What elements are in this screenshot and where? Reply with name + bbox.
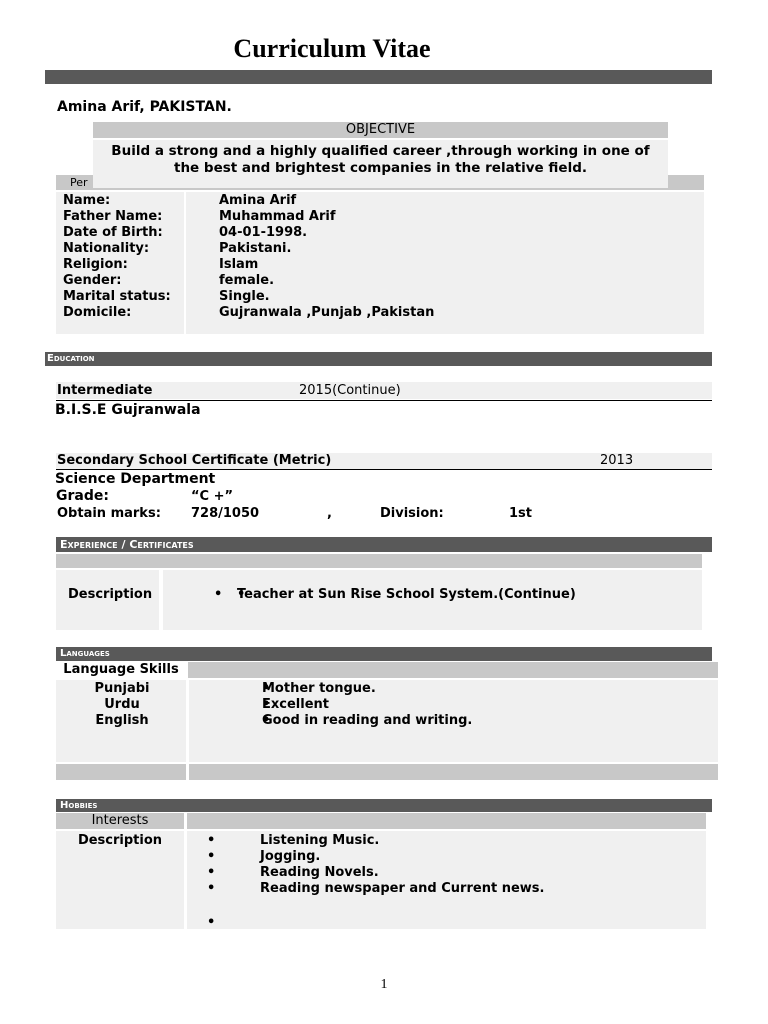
list-item [237, 587, 576, 603]
language-level: Excellent [262, 697, 329, 712]
bullet-icon: • [207, 881, 216, 896]
marks-comma: , [327, 506, 332, 521]
personal-label: Religion: [63, 257, 128, 272]
personal-value: Pakistani. [219, 241, 292, 256]
language-name: English [95, 713, 149, 728]
language-level: Good in reading and writing. [262, 713, 473, 728]
personal-value: Islam [219, 257, 259, 272]
personal-labels [63, 193, 171, 321]
languages-footer-left [56, 764, 186, 780]
division-label: Division: [380, 506, 444, 521]
experience-divider [159, 570, 163, 630]
ssc-underline [56, 469, 712, 470]
languages-footer-right [189, 764, 718, 780]
personal-value: Single. [219, 289, 270, 304]
personal-label: Domicile: [63, 305, 132, 320]
personal-divider [184, 192, 186, 334]
experience-list [237, 587, 576, 603]
personal-value: 04-01-1998. [219, 225, 308, 240]
language-names [56, 681, 188, 729]
objective-heading: OBJECTIVE [93, 122, 668, 138]
bullet-icon: • [214, 587, 223, 602]
objective-text: Build a strong and a highly qualified career ,through working in one of the best and brightest companies in the relative field. [111, 143, 650, 176]
page-title: Curriculum Vitae [233, 34, 431, 63]
bullet-icon: • [207, 849, 216, 864]
personal-label: Father Name: [63, 209, 163, 224]
personal-label: Nationality: [63, 241, 150, 256]
hobbies-label: Description [77, 833, 163, 848]
name-line: Amina Arif, PAKISTAN. [57, 99, 232, 115]
hobbies-list [260, 833, 544, 897]
personal-label: Marital status: [63, 289, 171, 304]
personal-label: Date of Birth: [63, 225, 163, 240]
marks-label: Obtain marks: [57, 506, 161, 521]
intermediate-year: 2015(Continue) [299, 383, 401, 398]
languages-subbar [188, 662, 718, 678]
bullet-icon: • [207, 915, 216, 930]
ssc-department: Science Department [55, 471, 216, 487]
hobbies-subbar [187, 813, 706, 829]
list-item [244, 713, 472, 729]
personal-value: Gujranwala ,Punjab ,Pakistan [219, 305, 435, 320]
language-name: Urdu [104, 697, 140, 712]
experience-subbar [56, 554, 702, 568]
marks-value: 728/1050 [191, 506, 260, 521]
languages-heading: Languages [56, 647, 712, 661]
hobbies-divider [184, 831, 187, 929]
grade-label: Grade: [56, 488, 109, 504]
language-name: Punjabi [94, 681, 150, 696]
personal-value: female. [219, 273, 275, 288]
personal-value: Amina Arif [219, 193, 297, 208]
intermediate-underline [56, 400, 712, 401]
language-levels [244, 681, 472, 729]
language-level: Mother tongue. [262, 681, 376, 696]
title-divider [45, 70, 712, 84]
personal-label: Gender: [63, 273, 122, 288]
intermediate-label: Intermediate [57, 383, 153, 398]
page-number: 1 [380, 977, 388, 992]
experience-item: Teacher at Sun Rise School System.(Continue) [237, 587, 576, 602]
grade-value: “C +” [191, 489, 234, 504]
list-item [244, 681, 472, 697]
languages-subheading: Language Skills [63, 662, 179, 677]
hobby-item: Listening Music. [260, 833, 380, 848]
list-item [244, 697, 472, 713]
division-value: 1st [509, 506, 532, 521]
personal-label: Name: [63, 193, 111, 208]
hobby-item: Reading Novels. [260, 865, 379, 880]
objective-box [93, 140, 668, 188]
education-heading: Education [45, 352, 712, 366]
personal-value: Muhammad Arif [219, 209, 336, 224]
bullet-icon: • [207, 833, 216, 848]
experience-label: Description [68, 587, 153, 602]
hobby-item: Jogging. [260, 849, 321, 864]
bullet-icon: • [207, 865, 216, 880]
hobbies-bullets [207, 833, 215, 931]
hobbies-subheading: Interests [56, 813, 184, 829]
experience-heading: Experience / Certificates [56, 537, 712, 552]
personal-heading: Per [70, 176, 88, 189]
personal-values [219, 193, 434, 321]
intermediate-board: B.I.S.E Gujranwala [55, 402, 201, 418]
ssc-year: 2013 [600, 453, 634, 468]
hobbies-heading: Hobbies [56, 799, 712, 812]
hobby-item: Reading newspaper and Current news. [260, 881, 545, 896]
ssc-label: Secondary School Certificate (Metric) [57, 453, 332, 468]
